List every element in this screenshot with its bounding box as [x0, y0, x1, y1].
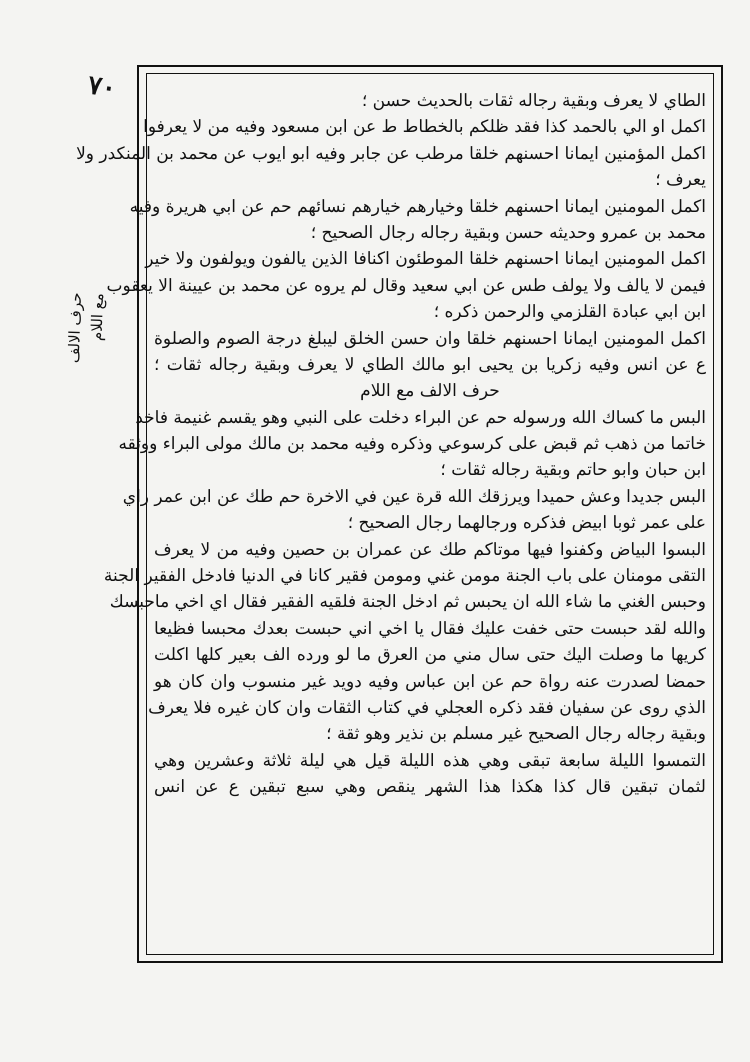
text-line: لثمان تبقين قال كذا هكذا هذا الشهر ينقص وهي سبع تبقين ع عن انس	[154, 777, 706, 798]
text-line: حمضا لصدرت عنه رواة حم عن ابن عباس وفيه دويد غير منسوب وان كان هو	[154, 671, 706, 692]
text-line: التقى مومنان على باب الجنة مومن غني ومومن فقير كانا في الدنيا فادخل الفقير الجنة	[103, 566, 706, 587]
text-line: محمد بن عمرو وحديثه حسن وبقية رجاله رجال الصحيح ؛	[310, 222, 706, 243]
text-line: ابن حبان وابو حاتم وبقية رجاله ثقات ؛	[440, 460, 706, 481]
text-line: اكمل المومنين ايمانا احسنهم خلقا وخيارهم خيارهم نسائهم حم عن ابي هريرة وفيه	[129, 196, 706, 217]
manuscript-body	[76, 88, 706, 801]
text-line: التمسوا الليلة سابعة تبقى وهي هذه الليلة قيل هي ليلة ثلاثة وعشرين وهي	[154, 750, 706, 771]
text-line: البس ما كساك الله ورسوله حم عن البراء دخلت على النبي وهو يقسم غنيمة فاخذ	[135, 407, 706, 428]
page-number: ٧٠	[86, 70, 118, 104]
text-line: فيمن لا يالف ولا يولف طس عن ابي سعيد وقال لم يروه عن محمد بن عيينة الا يعقوب	[106, 275, 706, 296]
text-line: اكمل المومنين ايمانا احسنهم خلقا الموطئون اكنافا الذين يالفون ويولفون ولا خير	[145, 249, 706, 270]
text-line: البس جديدا وعش حميدا ويرزقك الله قرة عين في الاخرة حم طك عن ابن عمر راي	[122, 486, 706, 507]
text-line: كريها ما وصلت اليك حتى سال مني من العرق ما لو ورده الف بعير كلها اكلت	[154, 645, 706, 666]
text-line: اكمل المومنين ايمانا احسنهم خلقا وان حسن الخلق ليبلغ درجة الصوم والصلوة	[154, 328, 706, 349]
text-line: اكمل او الي بالحمد كذا فقد ظلكم بالخطاط ط عن ابن مسعود وفيه من لا يعرفوا	[143, 117, 706, 138]
text-line: يعرف ؛	[655, 170, 706, 191]
section-heading: حرف الالف مع اللام	[360, 381, 500, 402]
text-line: اكمل المؤمنين ايمانا احسنهم خلقا مرطب عن جابر وفيه ابو ايوب عن محمد بن المنكدر ولا	[76, 143, 706, 164]
text-line: الذي روى عن سفيان فقد ذكره العجلي في كتاب الثقات وان كان غيره فلا يعرف	[148, 697, 706, 718]
margin-note-line: مع اللام	[87, 292, 108, 342]
margin-note	[62, 292, 109, 383]
text-line: والله لقد حبست حتى خفت عليك فقال يا اخي اني حبست بعدك محبسا فظيعا	[154, 618, 706, 639]
text-line: ع عن انس وفيه زكريا بن يحيى ابو مالك الطاي لا يعرف وبقية رجاله ثقات ؛	[154, 354, 706, 375]
text-line: ابن ابي عبادة القلزمي والرحمن ذكره ؛	[433, 302, 706, 323]
text-line: خاتما من ذهب ثم قبض على كرسوعي وذكره وفيه محمد بن مالك مولى البراء ووثقه	[118, 434, 706, 455]
text-line: وحبس الغني ما شاء الله ان يحبس ثم ادخل الجنة فلقيه الفقير فقال اي اخي ماحبسك	[109, 592, 706, 613]
text-line: البسوا البياض وكفنوا فيها موتاكم طك عن عمران بن حصين وفيه من لا يعرف	[154, 539, 706, 560]
text-line: على عمر ثوبا ابيض فذكره ورجالهما رجال الصحيح ؛	[347, 513, 706, 534]
text-line: الطاي لا يعرف وبقية رجاله ثقات بالحديث حسن ؛	[361, 91, 706, 111]
margin-note-line: حرف الالف	[64, 292, 86, 364]
text-line: وبقية رجاله رجال الصحيح غير مسلم بن نذير وهو ثقة ؛	[326, 724, 706, 745]
